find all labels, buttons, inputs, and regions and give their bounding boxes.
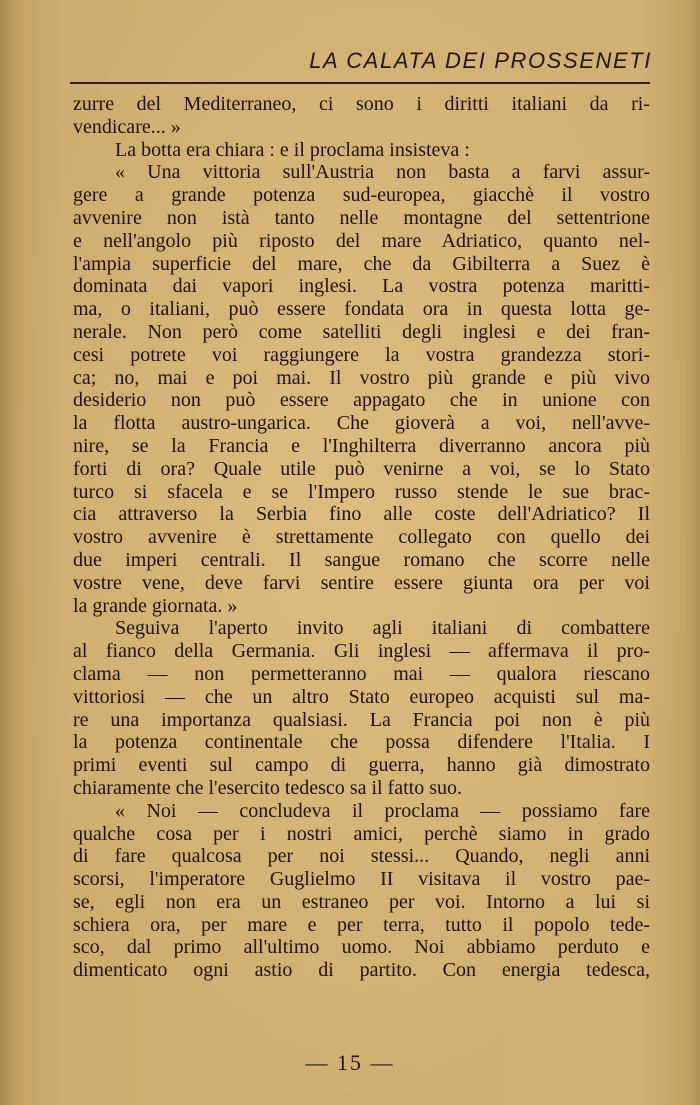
text-line: primi eventi sul campo di guerra, hanno già dimostrato (73, 754, 650, 777)
text-line: Seguiva l'aperto invito agli italiani di combattere (115, 617, 650, 640)
text-line: ma, o italiani, può essere fondata ora in questa lotta ge- (73, 298, 650, 321)
text-line: « Una vittoria sull'Austria non basta a farvi assur- (115, 161, 650, 184)
text-line: clama — non permetteranno mai — qualora riescano (73, 662, 650, 685)
text-line: ca; no, mai e poi mai. Il vostro più grande e più vivo (73, 366, 650, 389)
text-line: dominata dai vapori inglesi. La vostra potenza maritti- (73, 275, 650, 298)
text-line: sco, dal primo all'ultimo uomo. Noi abbiamo perduto e (73, 936, 650, 959)
text-line: avvenire non istà tanto nelle montagne del settentrione (73, 206, 650, 229)
text-line: La botta era chiara : e il proclama insisteva : (115, 138, 470, 161)
text-line: vostro avvenire è strettamente collegato con quello dei (73, 526, 650, 549)
text-line: qualche cosa per i nostri amici, perchè siamo in grado (73, 822, 650, 845)
text-line: la potenza continentale che possa difendere l'Italia. I (73, 731, 650, 754)
text-line: vittoriosi — che un altro Stato europeo acquisti sul ma- (73, 685, 650, 708)
text-line: la grande giornata. » (73, 594, 238, 617)
text-line: nire, se la Francia e l'Inghilterra diverranno ancora più (73, 434, 650, 457)
text-line: « Noi — concludeva il proclama — possiamo fare (115, 799, 650, 822)
text-line: nerale. Non però come satelliti degli inglesi e dei fran- (73, 320, 650, 343)
text-line: cesi potrete voi raggiungere la vostra grandezza stori- (73, 343, 650, 366)
text-line: l'ampia superficie del mare, che da Gibilterra a Suez è (73, 252, 650, 275)
text-line: vostre vene, deve farvi sentire essere giunta ora per voi (73, 571, 650, 594)
text-line: zurre del Mediterraneo, ci sono i diritti italiani da ri- (73, 93, 650, 115)
text-line: cia attraverso la Serbia fino alle coste dell'Adriatico? Il (73, 503, 650, 526)
text-line: due imperi centrali. Il sangue romano che scorre nelle (73, 548, 650, 571)
text-line: scorsi, l'imperatore Guglielmo II visitava il vostro pae- (73, 868, 650, 891)
text-line: dimenticato ogni astio di partito. Con energia tedesca, (73, 959, 650, 982)
text-line: desiderio non può essere appagato che in unione con (73, 389, 650, 412)
running-head: LA CALATA DEI PROSSENETI (309, 48, 652, 73)
body-text (73, 93, 650, 982)
text-line: di fare qualcosa per noi stessi... Quando, negli anni (73, 845, 650, 868)
page-number: — 15 — (305, 1050, 395, 1075)
text-line: forti di ora? Quale utile può venirne a voi, se lo Stato (73, 457, 650, 480)
text-line: la flotta austro-ungarica. Che gioverà a voi, nell'avve- (73, 412, 650, 435)
text-line: turco si sfacela e se l'Impero russo stende le sue brac- (73, 480, 650, 503)
text-line: gere a grande potenza sud-europea, giacchè il vostro (73, 184, 650, 207)
text-line: chiaramente che l'esercito tedesco sa il fatto suo. (73, 776, 462, 799)
text-line: vendicare... » (73, 115, 181, 138)
text-line: re una importanza qualsiasi. La Francia poi non è più (73, 708, 650, 731)
text-line: schiera ora, per mare e per terra, tutto il popolo tede- (73, 913, 650, 936)
text-line: se, egli non era un estraneo per voi. Intorno a lui si (73, 890, 650, 913)
header-rule (70, 82, 650, 84)
text-line: al fianco della Germania. Gli inglesi — affermava il pro- (73, 640, 650, 663)
text-line: e nell'angolo più riposto del mare Adriatico, quanto nel- (73, 229, 650, 252)
